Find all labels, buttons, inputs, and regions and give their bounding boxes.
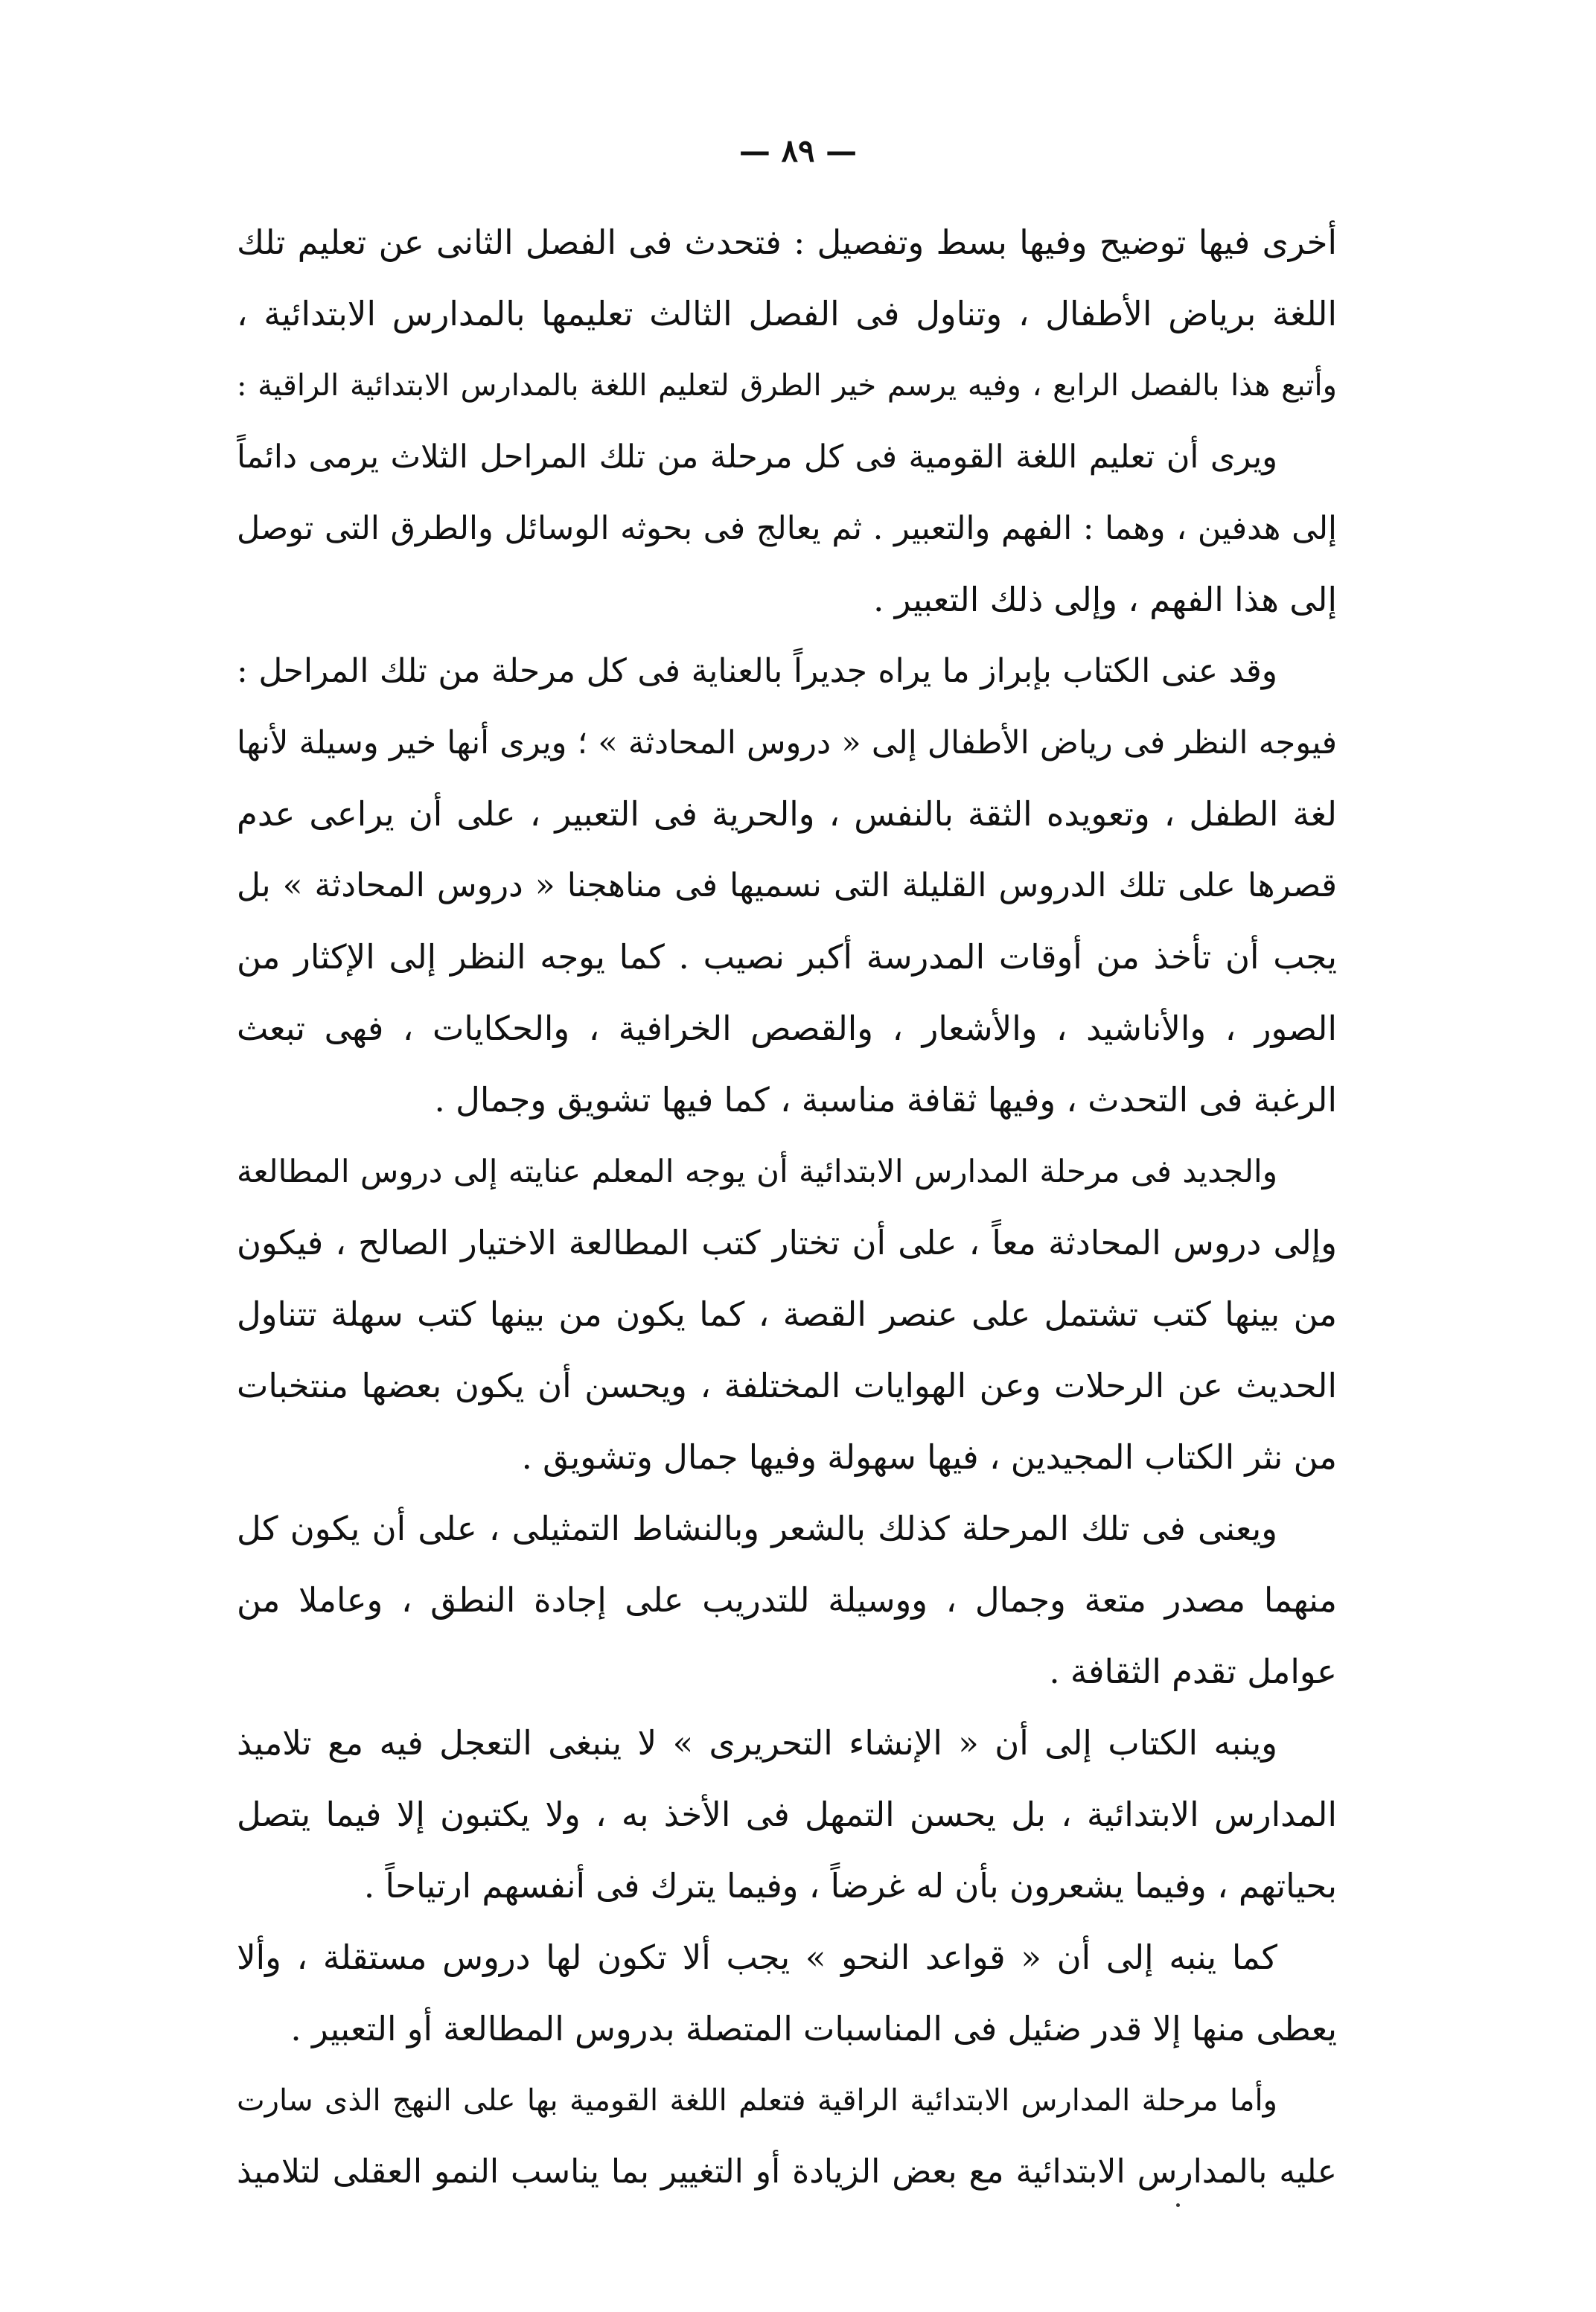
body-text: [237, 207, 1337, 2208]
paragraph-first-line: كما ينبه إلى أن « قواعد النحو » يجب ألا تكون لها دروس مستقلة ، وألا: [237, 1938, 1277, 1977]
text-line: وأتبع هذا بالفصل الرابع ، وفيه يرسم خير الطرق لتعليم اللغة بالمدارس الابتدائية الراقية :: [237, 368, 1337, 403]
text-line: من بينها كتب تشتمل على عنصر القصة ، كما يكون من بينها كتب سهلة تتناول: [237, 1294, 1337, 1334]
paragraph-first-line: وأما مرحلة المدارس الابتدائية الراقية فتعلم اللغة القومية بها على النهج الذى سارت: [237, 2083, 1277, 2118]
text-line: إلى هدفين ، وهما : الفهم والتعبير . ثم يعالج فى بحوثه الوسائل والطرق التى توصل: [237, 510, 1337, 547]
text-line: عليه بالمدارس الابتدائية مع بعض الزيادة أو التغيير بما يناسب النمو العقلى لتلاميذ: [237, 2153, 1337, 2191]
text-line: الصور ، والأناشيد ، والأشعار ، والقصص الخرافية ، والحكايات ، فهى تبعث: [237, 1009, 1337, 1048]
text-line: قصرها على تلك الدروس القليلة التى نسميها فى مناهجنا « دروس المحادثة » بل: [237, 866, 1337, 904]
paragraph-first-line: ويعنى فى تلك المرحلة كذلك بالشعر وبالنشاط التمثيلى ، على أن يكون كل: [237, 1509, 1277, 1548]
text-line: إلى هذا الفهم ، وإلى ذلك التعبير .: [873, 580, 1337, 619]
text-line: يجب أن تأخذ من أوقات المدرسة أكبر نصيب . كما يوجه النظر إلى الإكثار من: [237, 937, 1337, 977]
stray-mark: [1176, 2203, 1180, 2207]
text-line: من نثر الكتاب المجيدين ، فيها سهولة وفيها جمال وتشويق .: [521, 1437, 1337, 1477]
text-line: الحديث عن الرحلات وعن الهوايات المختلفة ، ويحسن أن يكون بعضها منتخبات: [237, 1366, 1337, 1405]
paragraph-first-line: والجديد فى مرحلة المدارس الابتدائية أن يوجه المعلم عنايته إلى دروس المطالعة: [237, 1153, 1277, 1189]
text-line: الرغبة فى التحدث ، وفيها ثقافة مناسبة ، كما فيها تشويق وجمال .: [434, 1080, 1337, 1120]
text-line: منهما مصدر متعة وجمال ، ووسيلة للتدريب على إجادة النطق ، وعاملا من: [237, 1580, 1337, 1620]
text-line: فيوجه النظر فى رياض الأطفال إلى « دروس المحادثة » ؛ ويرى أنها خير وسيلة لأنها: [237, 724, 1337, 761]
text-line: وإلى دروس المحادثة معاً ، على أن تختار كتب المطالعة الاختيار الصالح ، فيكون: [237, 1223, 1337, 1262]
paragraph-first-line: ويرى أن تعليم اللغة القومية فى كل مرحلة من تلك المراحل الثلاث يرمى دائماً: [237, 438, 1277, 476]
text-line: المدارس الابتدائية ، بل يحسن التمهل فى الأخذ به ، ولا يكتبون إلا فيما يتصل: [237, 1795, 1337, 1834]
text-line: اللغة برياض الأطفال ، وتناول فى الفصل الثالث تعليمها بالمدارس الابتدائية ،: [237, 294, 1337, 333]
page-number: — ٨٩ —: [738, 132, 858, 169]
text-line: بحياتهم ، وفيما يشعرون بأن له غرضاً ، وفيما يترك فى أنفسهم ارتياحاً .: [363, 1866, 1337, 1906]
text-line: يعطى منها إلا قدر ضئيل فى المناسبات المتصلة بدروس المطالعة أو التعبير .: [290, 2009, 1337, 2048]
paragraph-first-line: وينبه الكتاب إلى أن « الإنشاء التحريرى » لا ينبغى التعجل فيه مع تلاميذ: [237, 1723, 1277, 1763]
paragraph-first-line: وقد عنى الكتاب بإبراز ما يراه جديراً بالعناية فى كل مرحلة من تلك المراحل :: [237, 652, 1277, 690]
text-line: عوامل تقدم الثقافة .: [1049, 1652, 1337, 1691]
text-line: لغة الطفل ، وتعويده الثقة بالنفس ، والحرية فى التعبير ، على أن يراعى عدم: [237, 794, 1337, 834]
text-line: أخرى فيها توضيح وفيها بسط وتفصيل : فتحدث فى الفصل الثانى عن تعليم تلك: [237, 223, 1337, 262]
